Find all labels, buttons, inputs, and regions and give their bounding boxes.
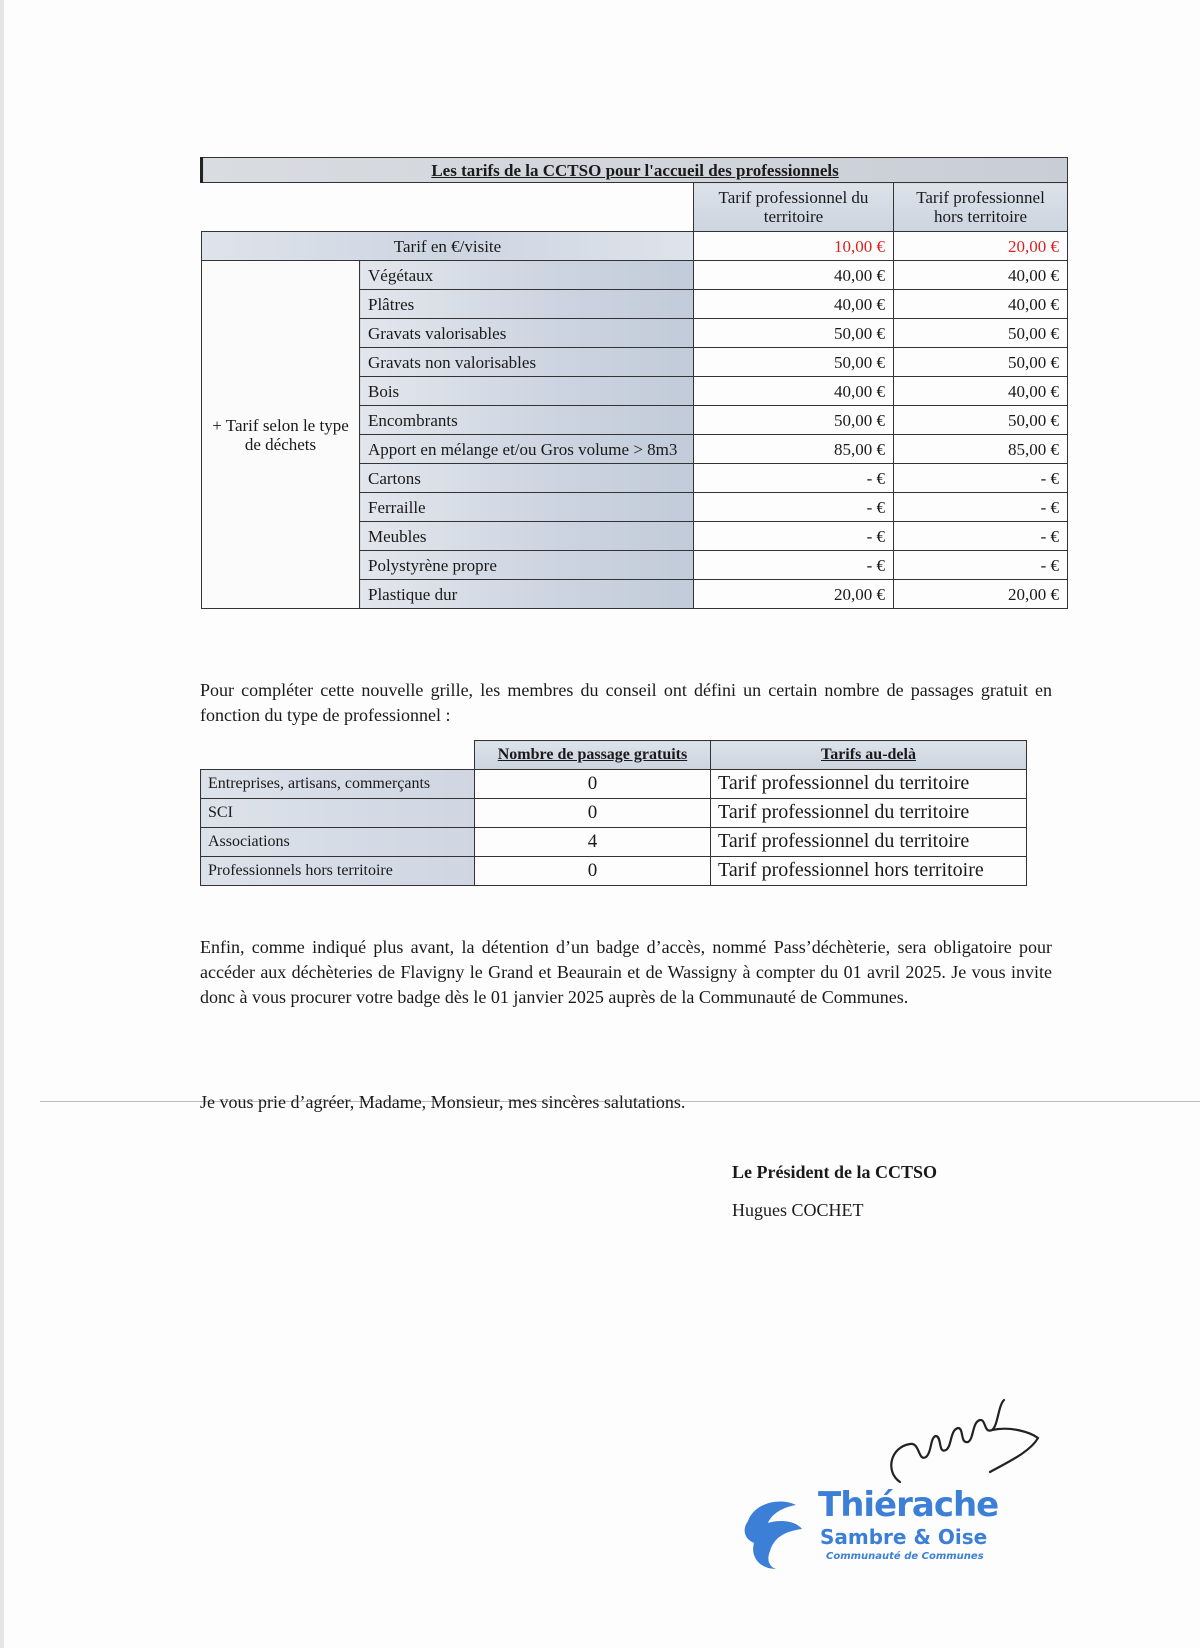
- side-label: + Tarif selon le type de déchets: [202, 261, 360, 609]
- passage-category: Professionnels hors territoire: [201, 856, 475, 885]
- header-hors-territoire: Tarif professionnel hors territoire: [894, 183, 1068, 232]
- price-hors-territoire: - €: [894, 522, 1068, 551]
- price-hors-territoire: - €: [894, 551, 1068, 580]
- price-territoire: 40,00 €: [694, 290, 894, 319]
- tariff-title: Les tarifs de la CCTSO pour l'accueil des professionnels: [202, 158, 1068, 183]
- price-hors-territoire: 85,00 €: [894, 435, 1068, 464]
- price-territoire: - €: [694, 464, 894, 493]
- stamp-line3: Communauté de Communes: [826, 1551, 984, 1562]
- passage-row: [201, 856, 1027, 885]
- passage-row: [201, 827, 1027, 856]
- waste-label: Bois: [360, 377, 694, 406]
- header-blank: [202, 183, 694, 232]
- price-territoire: - €: [694, 522, 894, 551]
- price-hors-territoire: 40,00 €: [894, 290, 1068, 319]
- price-hors-territoire: - €: [894, 493, 1068, 522]
- price-hors-territoire: 50,00 €: [894, 319, 1068, 348]
- passage-tarif: Tarif professionnel du territoire: [711, 769, 1027, 798]
- price-hors-territoire: 50,00 €: [894, 348, 1068, 377]
- price-hors-territoire: - €: [894, 464, 1068, 493]
- price-hors-territoire: 40,00 €: [894, 377, 1068, 406]
- header-free-passages: Nombre de passage gratuits: [475, 741, 711, 770]
- passage-category: SCI: [201, 798, 475, 827]
- price-hors-territoire: 50,00 €: [894, 406, 1068, 435]
- waste-label: Gravats non valorisables: [360, 348, 694, 377]
- waste-label: Encombrants: [360, 406, 694, 435]
- signer-title: Le Président de la CCTSO: [732, 1162, 937, 1182]
- tariff-header-row: [202, 183, 1068, 232]
- passage-count: 0: [475, 798, 711, 827]
- price-territoire: - €: [694, 493, 894, 522]
- waste-label: Gravats valorisables: [360, 319, 694, 348]
- tariff-title-row: [202, 158, 1068, 183]
- passage-tarif: Tarif professionnel hors territoire: [711, 856, 1027, 885]
- visit-price-territoire: 10,00 €: [694, 232, 894, 261]
- stamp-logo-icon: [740, 1491, 810, 1571]
- passage-header-row: [201, 741, 1027, 770]
- price-territoire: 85,00 €: [694, 435, 894, 464]
- passage-count: 0: [475, 769, 711, 798]
- waste-label: Plâtres: [360, 290, 694, 319]
- passage-tarif: Tarif professionnel du territoire: [711, 827, 1027, 856]
- waste-label: Apport en mélange et/ou Gros volume > 8m3: [360, 435, 694, 464]
- price-territoire: 40,00 €: [694, 377, 894, 406]
- waste-label: Meubles: [360, 522, 694, 551]
- waste-label: Végétaux: [360, 261, 694, 290]
- price-hors-territoire: 20,00 €: [894, 580, 1068, 609]
- visit-row: [202, 232, 1068, 261]
- stamp-line2: Sambre & Oise: [820, 1525, 988, 1549]
- price-territoire: 50,00 €: [694, 406, 894, 435]
- passage-header-blank: [201, 741, 475, 770]
- stamp-logo: [740, 1485, 1000, 1575]
- waste-label: Plastique dur: [360, 580, 694, 609]
- badge-paragraph: Enfin, comme indiqué plus avant, la détention d’un badge d’accès, nommé Pass’déchèterie, sera obligatoire pour accéder aux déchèteries de Flavigny le Grand et Beaurain et de Wassigny à compter du 01 avril 2025. Je vous invite donc à vous procurer votre badge dès le 01 janvier 2025 auprès de la Communauté de Communes.: [200, 937, 1052, 1007]
- intro-paragraph: Pour compléter cette nouvelle grille, les membres du conseil ont défini un certain nombre de passages gratuit en fonction du type de professionnel :: [200, 680, 1052, 725]
- passage-row: [201, 769, 1027, 798]
- price-territoire: 50,00 €: [694, 348, 894, 377]
- price-territoire: - €: [694, 551, 894, 580]
- page-edge: [0, 0, 4, 1648]
- waste-label: Ferraille: [360, 493, 694, 522]
- price-territoire: 50,00 €: [694, 319, 894, 348]
- passage-row: [201, 798, 1027, 827]
- passage-tarif: Tarif professionnel du territoire: [711, 798, 1027, 827]
- stamp-line1: Thiérache: [818, 1485, 999, 1525]
- waste-label: Polystyrène propre: [360, 551, 694, 580]
- price-territoire: 20,00 €: [694, 580, 894, 609]
- passage-table: [200, 740, 1027, 886]
- closing-paragraph: Je vous prie d’agréer, Madame, Monsieur, mes sincères salutations.: [200, 1092, 686, 1112]
- visit-price-hors-territoire: 20,00 €: [894, 232, 1068, 261]
- price-territoire: 40,00 €: [694, 261, 894, 290]
- header-territoire: Tarif professionnel du territoire: [694, 183, 894, 232]
- visit-label: Tarif en €/visite: [202, 232, 694, 261]
- passage-category: Associations: [201, 827, 475, 856]
- waste-row: [202, 261, 1068, 290]
- header-tarifs-au-dela: Tarifs au-delà: [711, 741, 1027, 770]
- waste-label: Cartons: [360, 464, 694, 493]
- price-hors-territoire: 40,00 €: [894, 261, 1068, 290]
- passage-count: 0: [475, 856, 711, 885]
- signer-name: Hugues COCHET: [732, 1200, 864, 1220]
- tariff-table: [200, 157, 1068, 609]
- passage-count: 4: [475, 827, 711, 856]
- passage-category: Entreprises, artisans, commerçants: [201, 769, 475, 798]
